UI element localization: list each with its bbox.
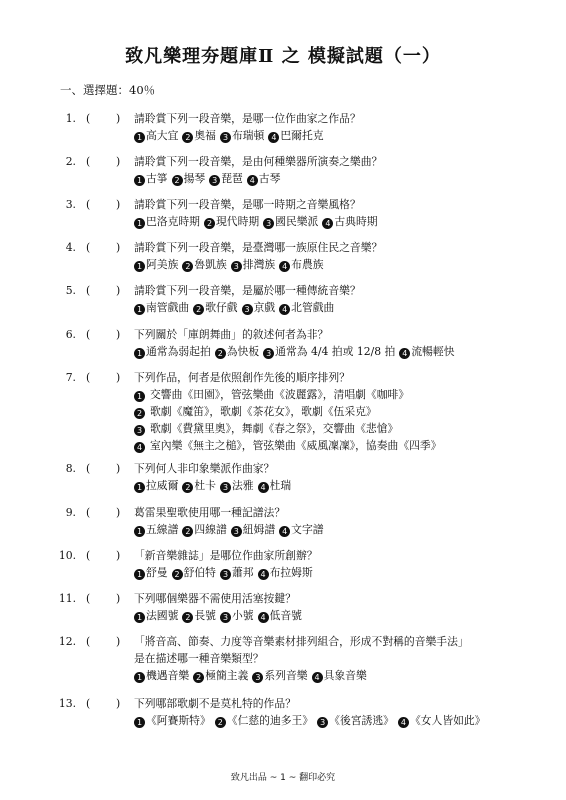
option-text: 杜瑞: [269, 479, 292, 492]
option-row: [134, 343, 544, 360]
option-number-badge: 2: [193, 672, 204, 683]
answer-option: [220, 129, 264, 142]
answer-option: [279, 301, 334, 314]
answer-option: [182, 258, 226, 271]
answer-option: [215, 345, 259, 358]
option-number-badge: 2: [182, 526, 193, 537]
option-text: 布農族: [291, 258, 324, 271]
option-text: 流暢輕快: [411, 345, 455, 358]
option-row: [134, 477, 544, 494]
answer-option: [252, 669, 307, 682]
option-marker: [134, 405, 146, 418]
question-stem: 下列作品，何者是依照創作先後的順序排列？: [134, 371, 350, 384]
option-text: 琵琶: [221, 172, 243, 185]
answer-option: [134, 129, 178, 142]
option-text: 法雅: [231, 479, 254, 492]
question-number: 4.: [65, 241, 76, 254]
answer-option: [134, 609, 178, 622]
option-text: 機遇音樂: [146, 669, 190, 682]
option-number-badge: 3: [231, 526, 242, 537]
answer-option: [258, 479, 292, 492]
answer-paren-open: (: [86, 284, 91, 297]
answer-option: [204, 215, 259, 228]
option-number-badge: 2: [172, 569, 183, 580]
question-body: [134, 326, 544, 360]
option-text: 現代時期: [215, 215, 260, 228]
option-text: 巴洛克時期: [146, 215, 200, 228]
question-stem: 下列哪部歌劇不是莫札特的作品？: [134, 697, 296, 710]
answer-paren-open: (: [86, 328, 91, 341]
question-number: 11.: [58, 592, 76, 605]
option-row: [134, 213, 544, 230]
option-row: [134, 256, 544, 273]
answer-option: [258, 609, 302, 622]
option-row: [134, 170, 544, 187]
answer-option: [182, 523, 226, 536]
answer-paren-open: (: [86, 697, 91, 710]
question-number: 12.: [58, 635, 76, 648]
question-stem: 葛雷果聖歌使用哪一種記譜法？: [134, 506, 286, 519]
option-number-badge: 3: [220, 132, 231, 143]
page-footer: 致凡出品 ~ 1 ~ 翻印必究: [230, 773, 336, 783]
option-row: [134, 667, 544, 684]
option-number-badge: 2: [182, 482, 193, 493]
option-number-badge: 4: [279, 261, 290, 272]
answer-option: [182, 479, 216, 492]
option-number-badge: 4: [268, 132, 279, 143]
question-number: 2.: [65, 155, 76, 168]
answer-option: [279, 258, 323, 271]
question-stem: 「將音高、節奏、力度等音樂素材排列組合，形成不對稱的音樂手法」: [134, 635, 469, 648]
option-number-badge: 3: [220, 482, 231, 493]
option-text: 室內樂《無主之槌》，管弦樂曲《威風凜凜》，協奏曲《四季》: [150, 439, 442, 452]
option-text: 紐姆譜: [242, 523, 276, 536]
answer-option: [134, 172, 168, 185]
answer-option: [263, 345, 395, 358]
option-number-badge: 1: [134, 261, 145, 272]
option-number-badge: 4: [258, 569, 269, 580]
section-heading: 一、選擇題：40％: [60, 83, 156, 97]
answer-paren-open: (: [86, 155, 91, 168]
question-body: [134, 369, 544, 454]
question-stem: 請聆賞下列一段音樂，是哪一時期之音樂風格？: [134, 198, 361, 211]
answer-paren-open: (: [86, 462, 91, 475]
answer-option: [398, 714, 486, 727]
option-number-badge: 4: [279, 526, 290, 537]
answer-paren-close: ): [116, 462, 121, 475]
answer-option: [134, 345, 211, 358]
option-text: 四線譜: [194, 523, 227, 536]
option-text: 低音號: [269, 609, 302, 622]
option-text: 排灣族: [242, 258, 276, 271]
option-number-badge: 3: [252, 672, 263, 683]
answer-paren-close: ): [116, 241, 121, 254]
answer-option: [220, 479, 254, 492]
option-text: 文字譜: [291, 523, 324, 536]
option-text: 古琴: [258, 172, 281, 185]
question-number: 1.: [65, 112, 76, 125]
option-text: 高大宜: [146, 129, 179, 142]
question-stem: 請聆賞下列一段音樂，是屬於哪一種傳統音樂？: [134, 284, 361, 297]
option-number-badge: 3: [209, 175, 220, 186]
answer-option: [317, 714, 394, 727]
question-body: [134, 633, 544, 684]
option-number-badge: 1: [134, 391, 145, 402]
option-text: 蕭邦: [231, 566, 254, 579]
option-text: 舒曼: [146, 566, 168, 579]
answer-option: [134, 714, 211, 727]
option-number-badge: 4: [279, 304, 290, 315]
option-text: 布瑞頓: [231, 129, 265, 142]
option-text: 五線譜: [146, 523, 179, 536]
answer-paren-open: (: [86, 112, 91, 125]
answer-paren-open: (: [86, 635, 91, 648]
answer-option: [134, 479, 178, 492]
answer-option: [242, 301, 276, 314]
question-body: [134, 695, 544, 729]
answer-option: [209, 172, 243, 185]
answer-option: [193, 669, 248, 682]
question-stem-continued: 是在描述哪一種音樂類型？: [134, 652, 264, 665]
option-number-badge: 1: [134, 218, 145, 229]
option-text: 歌劇《費黛里奧》，舞劇《春之祭》，交響曲《悲愴》: [150, 422, 399, 435]
answer-option-line: [134, 386, 544, 403]
option-number-badge: 2: [215, 717, 226, 728]
question-stem: 下列關於「庫朗舞曲」的敘述何者為非？: [134, 328, 329, 341]
question-number: 6.: [65, 328, 76, 341]
option-number-badge: 2: [204, 218, 215, 229]
answer-paren-open: (: [86, 371, 91, 384]
option-text: 具象音樂: [323, 669, 367, 682]
option-number-badge: 1: [134, 612, 145, 623]
question-stem: 下列何人非印象樂派作曲家？: [134, 462, 275, 475]
option-number-badge: 4: [398, 717, 409, 728]
answer-paren-close: ): [116, 198, 121, 211]
question-number: 9.: [65, 506, 76, 519]
question-body: [134, 239, 544, 273]
question-stem: 請聆賞下列一段音樂，是由何種樂器所演奏之樂曲？: [134, 155, 383, 168]
option-number-badge: 3: [242, 304, 253, 315]
question-stem: 請聆賞下列一段音樂，是臺灣哪一族原住民之音樂？: [134, 241, 383, 254]
answer-paren-close: ): [116, 592, 121, 605]
answer-option-line: [134, 420, 544, 437]
option-text: 為快板: [226, 345, 260, 358]
answer-option: [247, 172, 281, 185]
option-text: 揚琴: [183, 172, 206, 185]
option-row: [134, 564, 544, 581]
option-text: 《仁慈的迪多王》: [226, 714, 314, 727]
option-number-badge: 1: [134, 569, 145, 580]
option-text: 通常為弱起拍: [146, 345, 211, 358]
option-row: [134, 521, 544, 538]
question-body: [134, 153, 544, 187]
answer-paren-close: ): [116, 284, 121, 297]
option-text: 法國號: [146, 609, 179, 622]
option-number-badge: 4: [399, 348, 410, 359]
answer-option: [172, 172, 206, 185]
answer-option: [220, 566, 254, 579]
answer-option: [193, 301, 237, 314]
question-number: 3.: [65, 198, 76, 211]
answer-paren-open: (: [86, 592, 91, 605]
option-text: 杜卡: [194, 479, 216, 492]
option-number-badge: 1: [134, 672, 145, 683]
answer-option: [279, 523, 323, 536]
option-text: 極簡主義: [205, 669, 249, 682]
answer-option: [134, 215, 200, 228]
page-title: 致凡樂理夯題庫Ⅱ 之 模擬試題（一）: [125, 46, 441, 67]
question-body: [134, 547, 544, 581]
option-number-badge: 4: [322, 218, 333, 229]
option-number-badge: 4: [258, 482, 269, 493]
option-number-badge: 1: [134, 348, 145, 359]
answer-option: [134, 566, 168, 579]
option-text: 阿美族: [146, 258, 179, 271]
answer-paren-open: (: [86, 549, 91, 562]
question-number: 8.: [65, 462, 76, 475]
option-text: 古典時期: [334, 215, 378, 228]
answer-option: [268, 129, 323, 142]
option-number-badge: 3: [263, 348, 274, 359]
option-text: 北管戲曲: [291, 301, 335, 314]
option-number-badge: 2: [172, 175, 183, 186]
option-marker: [134, 439, 146, 452]
question-body: [134, 590, 544, 624]
answer-option: [258, 566, 313, 579]
question-body: [134, 196, 544, 230]
option-text: 《後宮誘逃》: [329, 714, 394, 727]
option-row: [134, 607, 544, 624]
answer-paren-close: ): [116, 155, 121, 168]
option-number-badge: 1: [134, 175, 145, 186]
answer-paren-open: (: [86, 506, 91, 519]
answer-option: [263, 215, 318, 228]
option-number-badge: 3: [231, 261, 242, 272]
answer-option: [182, 609, 216, 622]
question-stem: 「新音樂雜誌」是哪位作曲家所創辦？: [134, 549, 318, 562]
option-number-badge: 2: [182, 132, 193, 143]
option-row: [134, 127, 544, 144]
option-number-badge: 4: [247, 175, 258, 186]
question-body: [134, 282, 544, 316]
answer-option: [134, 258, 178, 271]
option-text: 古箏: [146, 172, 168, 185]
answer-option: [231, 523, 275, 536]
option-number-badge: 2: [215, 348, 226, 359]
option-text: 巴爾托克: [280, 129, 324, 142]
option-marker: [134, 388, 146, 401]
question-number: 13.: [58, 697, 76, 710]
answer-option: [134, 301, 189, 314]
option-text: 《女人皆如此》: [409, 714, 486, 727]
option-number-badge: 3: [220, 612, 231, 623]
option-number-badge: 4: [134, 442, 145, 453]
option-text: 舒伯特: [183, 566, 216, 579]
option-text: 交響曲《田園》，管弦樂曲《波麗露》，清唱劇《咖啡》: [150, 388, 410, 401]
answer-option: [399, 345, 454, 358]
answer-option: [134, 523, 178, 536]
option-number-badge: 4: [258, 612, 269, 623]
option-number-badge: 1: [134, 526, 145, 537]
option-number-badge: 3: [317, 717, 328, 728]
option-number-badge: 2: [182, 261, 193, 272]
question-body: [134, 504, 544, 538]
answer-paren-close: ): [116, 112, 121, 125]
option-text: 京戲: [253, 301, 276, 314]
option-number-badge: 1: [134, 304, 145, 315]
option-marker: [134, 422, 146, 435]
option-number-badge: 3: [263, 218, 274, 229]
option-number-badge: 1: [134, 482, 145, 493]
answer-paren-close: ): [116, 549, 121, 562]
option-number-badge: 1: [134, 717, 145, 728]
option-text: 小號: [231, 609, 254, 622]
option-text: 長號: [194, 609, 216, 622]
option-text: 《阿賽斯特》: [146, 714, 211, 727]
option-text: 魯凱族: [194, 258, 227, 271]
option-text: 歌劇《魔笛》，歌劇《茶花女》，歌劇《伍采克》: [150, 405, 377, 418]
answer-paren-close: ): [116, 328, 121, 341]
answer-paren-close: ): [116, 506, 121, 519]
option-number-badge: 2: [182, 612, 193, 623]
answer-paren-open: (: [86, 198, 91, 211]
answer-option-line: [134, 437, 544, 454]
option-row: [134, 712, 544, 729]
option-number-badge: 3: [134, 425, 145, 436]
question-body: [134, 110, 544, 144]
option-number-badge: 2: [134, 408, 145, 419]
answer-option: [220, 609, 254, 622]
option-text: 布拉姆斯: [269, 566, 313, 579]
question-stem: 請聆賞下列一段音樂，是哪一位作曲家之作品？: [134, 112, 361, 125]
option-text: 拉威爾: [146, 479, 179, 492]
question-body: [134, 460, 544, 494]
answer-option: [322, 215, 377, 228]
option-number-badge: 1: [134, 132, 145, 143]
option-number-badge: 2: [193, 304, 204, 315]
answer-option: [182, 129, 216, 142]
question-number: 7.: [65, 371, 76, 384]
option-text: 通常為 4/4 拍或 12/8 拍: [275, 345, 396, 358]
answer-paren-close: ): [116, 635, 121, 648]
option-text: 奧福: [194, 129, 216, 142]
option-number-badge: 3: [220, 569, 231, 580]
answer-paren-close: ): [116, 697, 121, 710]
question-number: 10.: [58, 549, 76, 562]
answer-option: [312, 669, 367, 682]
answer-option: [215, 714, 313, 727]
answer-option: [231, 258, 275, 271]
option-text: 南管戲曲: [146, 301, 190, 314]
option-row: [134, 299, 544, 316]
answer-option: [172, 566, 216, 579]
answer-option-line: [134, 403, 544, 420]
answer-option: [134, 669, 189, 682]
option-text: 系列音樂: [264, 669, 308, 682]
question-number: 5.: [65, 284, 76, 297]
option-text: 國民樂派: [275, 215, 319, 228]
option-text: 歌仔戲: [205, 301, 238, 314]
answer-paren-close: ): [116, 371, 121, 384]
question-stem: 下列哪個樂器不需使用活塞按鍵？: [134, 592, 296, 605]
option-number-badge: 4: [312, 672, 323, 683]
answer-paren-open: (: [86, 241, 91, 254]
